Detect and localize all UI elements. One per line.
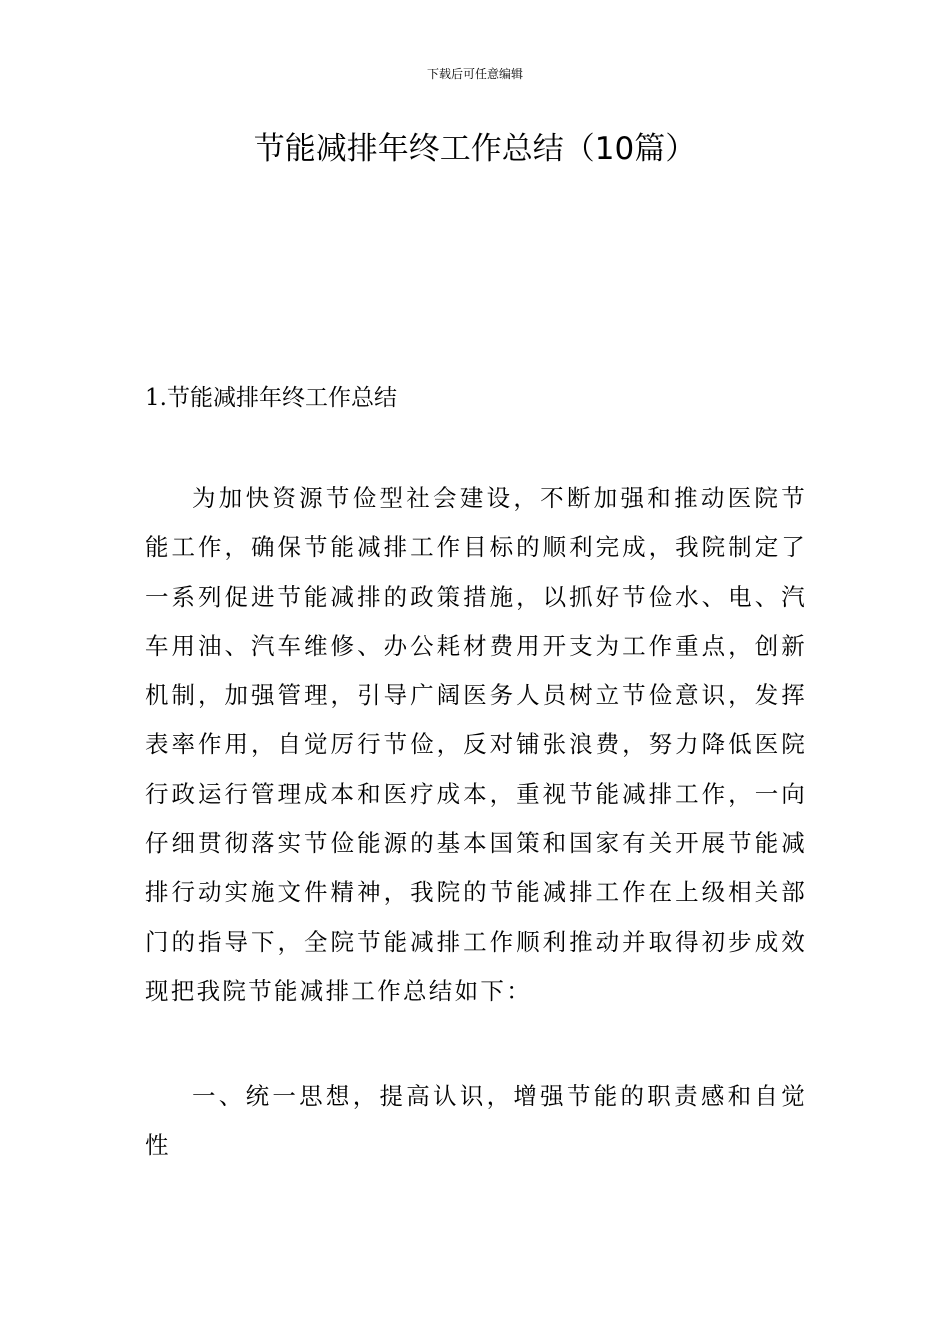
body-paragraph-subheading: 一、统一思想，提高认识，增强节能的职责感和自觉性: [145, 1082, 807, 1160]
header-note: 下载后可任意编辑: [426, 67, 523, 81]
document-title: 节能减排年终工作总结（10篇）: [253, 131, 697, 167]
section-heading: 1.节能减排年终工作总结: [145, 385, 397, 411]
body-paragraph-intro: 为加快资源节俭型社会建设，不断加强和推动医院节能工作，确保节能减排工作目标的顺利完成，我院制定了一系列促进节能减排的政策措施，以抓好节俭水、电、汽车用油、汽车维修、办公耗材费用开支为工作重点，创新机制，加强管理，引导广阔医务人员树立节俭意识，发挥表率作用，自觉厉行节俭，反对铺张浪费，努力降低医院行政运行管理成本和医疗成本，重视节能减排工作，一向仔细贯彻落实节俭能源的基本国策和国家有关开展节能减排行动实施文件精神，我院的节能减排工作在上级相关部门的指导下，全院节能减排工作顺利推动并取得初步成效现把我院节能减排工作总结如下：: [145, 484, 807, 1005]
